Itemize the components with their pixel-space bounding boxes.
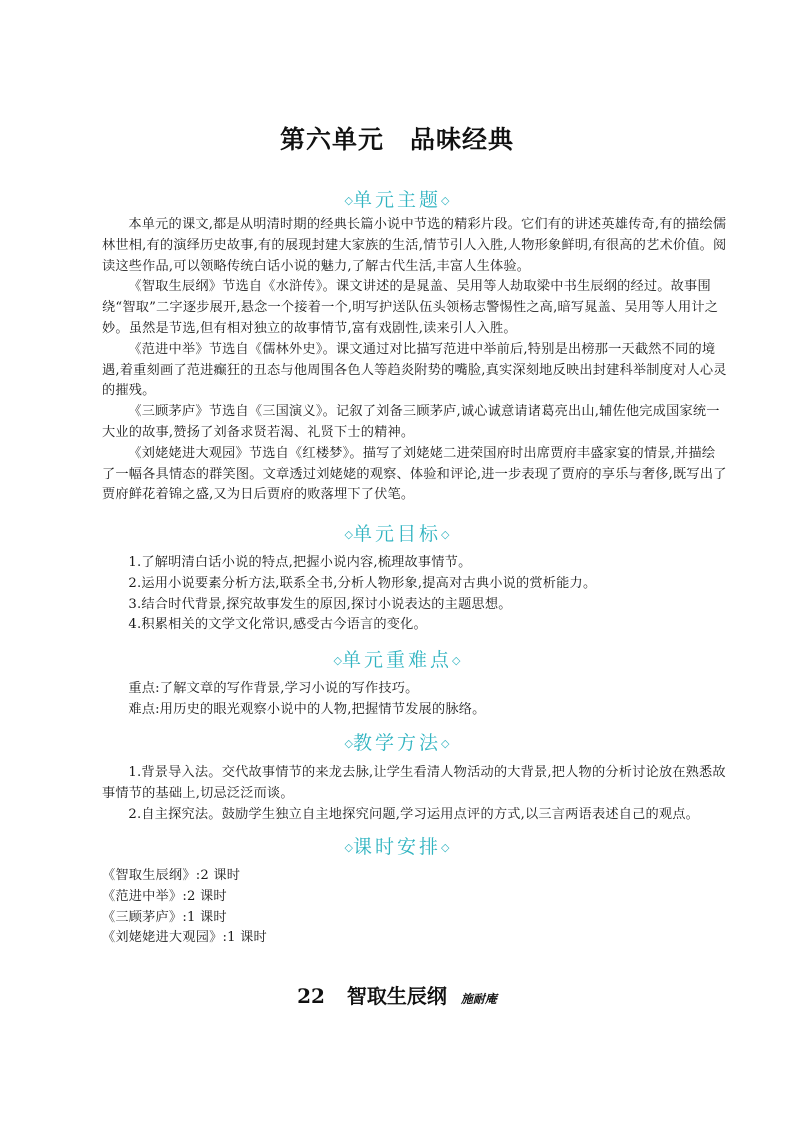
diamond-icon: ◇ <box>441 528 450 541</box>
lesson-heading <box>0 980 794 1009</box>
section-heading-schedule <box>0 835 794 860</box>
method-item: 2.自主探究法。鼓励学生独立自主地探究问题,学习运用点评的方式,以三言两语表述自己的观点。 <box>128 806 700 822</box>
key-points-block <box>102 679 728 721</box>
schedule-item: 《三顾茅庐》:1 课时 <box>102 909 227 925</box>
section-heading-goals <box>0 522 794 547</box>
diamond-icon: ◇ <box>441 194 450 207</box>
diamond-icon: ◇ <box>344 737 353 750</box>
schedule-item: 《刘姥姥进大观园》:1 课时 <box>102 930 267 946</box>
section-heading-theme <box>0 188 794 213</box>
methods-block <box>102 763 728 825</box>
diamond-icon: ◇ <box>441 737 450 750</box>
heading-text: 教学方法 <box>352 732 441 754</box>
theme-paragraph: 《刘姥姥进大观园》节选自《红楼梦》。描写了刘姥姥二进荣国府时出席贾府丰盛家宴的情景,并描绘了一幅各具情态的群笑图。文章透过刘姥姥的观察、体验和评论,进一步表现了贾府的享乐与奢侈,既写出了贾府鲜花着锦之盛,又为日后贾府的败落埋下了伏笔。 <box>102 445 727 503</box>
section-heading-key-points <box>0 648 794 673</box>
unit-title: 第六单元 品味经典 <box>279 125 514 154</box>
key-point-item: 难点:用历史的眼光观察小说中的人物,把握情节发展的脉络。 <box>128 701 486 717</box>
lesson-author: 施耐庵 <box>460 992 497 1006</box>
section-heading-methods <box>0 731 794 756</box>
goal-item: 4.积累相关的文学文化常识,感受古今语言的变化。 <box>128 617 427 633</box>
goal-item: 1.了解明清白话小说的特点,把握小说内容,梳理故事情节。 <box>128 555 472 570</box>
diamond-icon: ◇ <box>344 194 353 207</box>
goals-block <box>102 553 728 636</box>
theme-paragraph: 本单元的课文,都是从明清时期的经典长篇小说中节选的精彩片段。它们有的讲述英雄传奇,有的描绘儒林世相,有的演绎历史故事,有的展现封建大家族的生活,情节引人入胜,人物形象鲜明,有很高的艺术价值。阅读这些作品,可以领略传统白话小说的魅力,了解古代生活,丰富人生体验。 <box>102 217 727 274</box>
heading-text: 单元目标 <box>352 523 441 545</box>
diamond-icon: ◇ <box>441 841 450 854</box>
lesson-number: 22 <box>297 984 325 1008</box>
method-item: 1.背景导入法。交代故事情节的来龙去脉,让学生看清人物活动的大背景,把人物的分析讨论放在熟悉故事情节的基础上,切忌泛泛而谈。 <box>102 765 726 801</box>
schedule-item: 《范进中举》:2 课时 <box>102 888 227 904</box>
theme-paragraph: 《三顾茅庐》节选自《三国演义》。记叙了刘备三顾茅庐,诚心诚意请诸葛亮出山,辅佐他完成国家统一大业的故事,赞扬了刘备求贤若渴、礼贤下士的精神。 <box>102 404 720 440</box>
diamond-icon: ◇ <box>344 528 353 541</box>
goal-item: 3.结合时代背景,探究故事发生的原因,探讨小说表达的主题思想。 <box>128 596 512 612</box>
goal-item: 2.运用小说要素分析方法,联系全书,分析人物形象,提高对古典小说的赏析能力。 <box>128 575 597 591</box>
lesson-title: 智取生辰纲 <box>346 984 447 1008</box>
heading-text: 单元重难点 <box>341 649 452 671</box>
schedule-block <box>102 866 728 949</box>
heading-text: 单元主题 <box>352 189 441 211</box>
theme-block <box>102 215 728 506</box>
key-point-item: 重点:了解文章的写作背景,学习小说的写作技巧。 <box>128 681 419 696</box>
heading-text: 课时安排 <box>352 836 441 858</box>
diamond-icon: ◇ <box>344 841 353 854</box>
theme-paragraph: 《智取生辰纲》节选自《水浒传》。课文讲述的是晁盖、吴用等人劫取梁中书生辰纲的经过。故事围绕“智取”二字逐步展开,悬念一个接着一个,明写护送队伍头领杨志警惕性之高,暗写晁盖、吴用等人用计之妙。虽然是节选,但有相对独立的故事情节,富有戏剧性,读来引人入胜。 <box>102 279 719 336</box>
diamond-icon: ◇ <box>333 654 342 667</box>
schedule-item: 《智取生辰纲》:2 课时 <box>102 868 241 883</box>
diamond-icon: ◇ <box>452 654 461 667</box>
theme-paragraph: 《范进中举》节选自《儒林外史》。课文通过对比描写范进中举前后,特别是出榜那一天截然不同的境遇,着重刻画了范进癫狂的丑态与他周围各色人等趋炎附势的嘴脸,真实深刻地反映出封建科举制度对人心灵的摧残。 <box>102 341 727 399</box>
